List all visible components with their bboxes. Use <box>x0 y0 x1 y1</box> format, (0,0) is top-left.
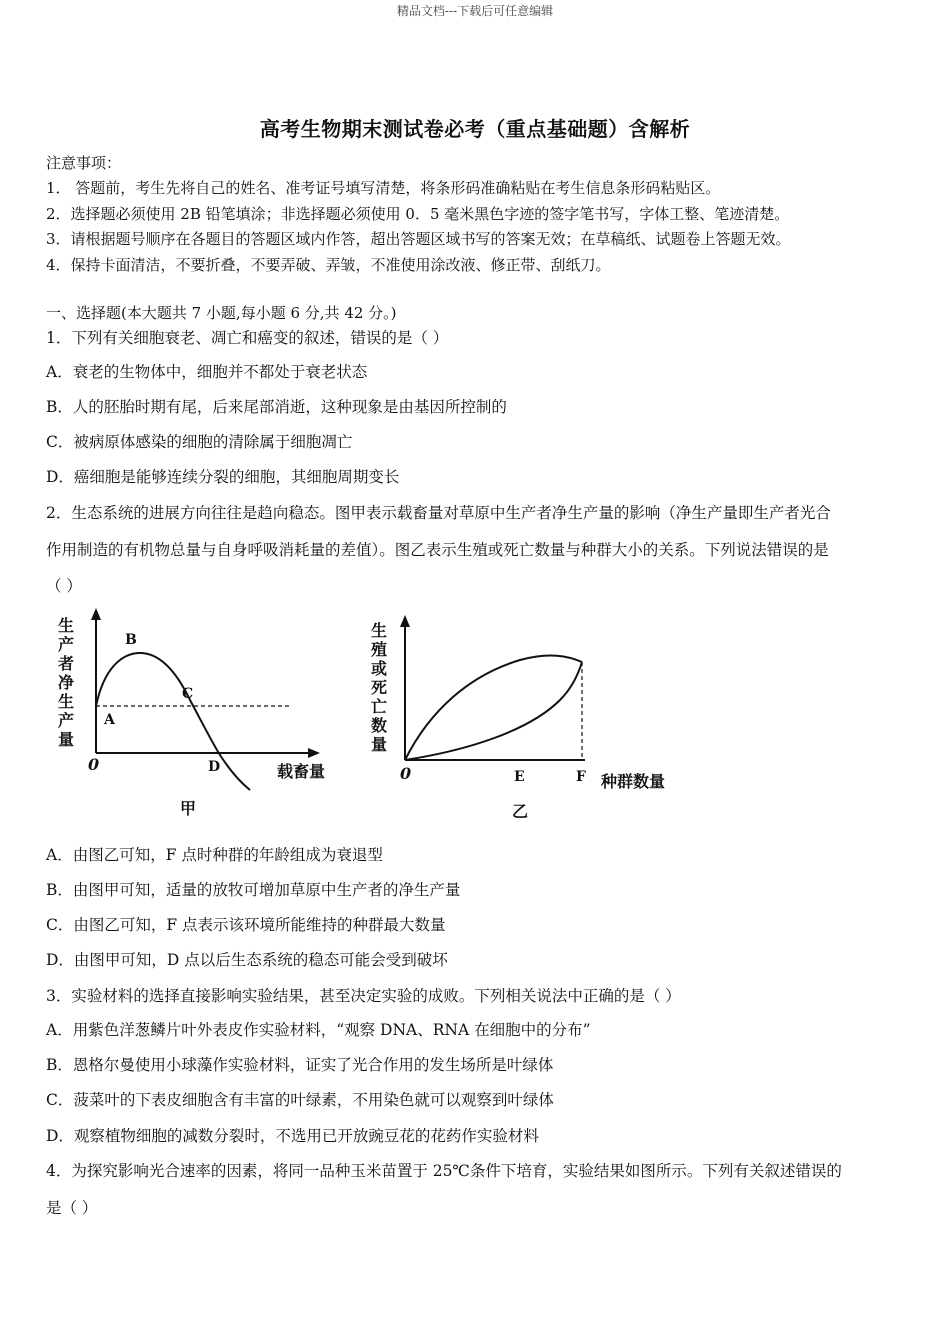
figure-a-point-c: C <box>182 686 194 702</box>
question-option: B．由图甲可知，适量的放牧可增加草原中生产者的净生产量 <box>46 881 461 899</box>
question-option: C．由图乙可知，F 点表示该环境所能维持的种群最大数量 <box>46 916 446 934</box>
question-2-figures <box>0 600 950 835</box>
figure-b-y-label <box>371 621 387 754</box>
axis-label-char: 亡 <box>370 697 388 716</box>
axis-label-char: 生 <box>370 621 388 640</box>
question-stem: 3．实验材料的选择直接影响实验结果，甚至决定实验的成败。下列相关说法中正确的是（ ） <box>46 987 681 1005</box>
axis-label-char: 数 <box>370 716 388 735</box>
figure-a-caption: 甲 <box>179 799 197 818</box>
question-option: A．由图乙可知，F 点时种群的年龄组成为衰退型 <box>46 846 383 864</box>
page-title: 高考生物期末测试卷必考（重点基础题）含解析 <box>259 117 691 141</box>
axis-label-char: 生 <box>57 692 75 711</box>
axis-label-char: 产 <box>57 635 75 654</box>
notice-item: 1． 答题前，考生先将自己的姓名、准考证号填写清楚，将条形码准确粘贴在考生信息条形码粘贴区。 <box>46 179 721 197</box>
question-option: B．恩格尔曼使用小球藻作实验材料，证实了光合作用的发生场所是叶绿体 <box>46 1056 554 1074</box>
figure-b-birth-curve <box>405 656 582 760</box>
axis-label-char: 生 <box>57 616 75 635</box>
figure-a-curve <box>96 653 250 790</box>
section-heading: 一、选择题(本大题共 7 小题,每小题 6 分,共 42 分。) <box>46 304 397 322</box>
figure-b-origin: 0 <box>400 764 412 783</box>
figure-b-caption: 乙 <box>511 802 529 821</box>
axis-label-char: 量 <box>57 730 75 749</box>
axis-label-char: 殖 <box>370 640 388 659</box>
question-option: C．菠菜叶的下表皮细胞含有丰富的叶绿素，不用染色就可以观察到叶绿体 <box>46 1091 554 1109</box>
question-stem: 作用制造的有机物总量与自身呼吸消耗量的差值）。图乙表示生殖或死亡数量与种群大小的关系。下列说法错误的是 <box>46 541 829 559</box>
figure-a <box>58 608 325 818</box>
figure-a-point-a: A <box>104 712 115 728</box>
axis-label-char: 净 <box>57 673 75 692</box>
question-option: D．观察植物细胞的减数分裂时，不选用已开放豌豆花的花药作实验材料 <box>46 1127 539 1145</box>
page-header: 精品文档---下载后可任意编辑 <box>396 4 554 18</box>
question-stem: 4．为探究影响光合速率的因素，将同一品种玉米苗置于 25℃条件下培育，实验结果如图所示。下列有关叙述错误的 <box>46 1162 842 1180</box>
figure-b <box>371 615 665 821</box>
axis-label-char: 量 <box>370 735 388 754</box>
figure-a-y-arrow <box>91 608 101 620</box>
figure-b-death-curve <box>405 662 582 760</box>
question-option: A．衰老的生物体中，细胞并不都处于衰老状态 <box>46 363 368 381</box>
question-option: C．被病原体感染的细胞的清除属于细胞凋亡 <box>46 433 353 451</box>
notice-heading: 注意事项： <box>46 154 122 172</box>
figure-b-point-e: E <box>514 769 525 785</box>
question-stem: 是（ ） <box>46 1199 98 1217</box>
figure-a-point-d: D <box>208 759 221 775</box>
axis-label-char: 者 <box>57 654 75 673</box>
axis-label-char: 产 <box>57 711 75 730</box>
question-option: D．由图甲可知，D 点以后生态系统的稳态可能会受到破坏 <box>46 951 448 969</box>
notice-item: 2．选择题必须使用 2B 铅笔填涂；非选择题必须使用 0．5 毫米黑色字迹的签字笔书写，字体工整、笔迹清楚。 <box>46 205 790 223</box>
axis-label-char: 或 <box>370 659 388 678</box>
axis-label-char: 死 <box>370 678 388 697</box>
question-option: D．癌细胞是能够连续分裂的细胞，其细胞周期变长 <box>46 468 400 486</box>
question-stem: 2．生态系统的进展方向往往是趋向稳态。图甲表示载畜量对草原中生产者净生产量的影响（净生产量即生产者光合 <box>46 504 831 522</box>
figure-a-origin: 0 <box>88 755 100 774</box>
figure-b-point-f: F <box>576 769 586 785</box>
figure-a-x-arrow <box>308 748 320 758</box>
figure-b-y-arrow <box>400 615 410 627</box>
figure-a-y-label <box>58 616 74 749</box>
question-stem: 1．下列有关细胞衰老、凋亡和癌变的叙述，错误的是（ ） <box>46 329 449 347</box>
notice-item: 4．保持卡面清洁，不要折叠，不要弄破、弄皱，不准使用涂改液、修正带、刮纸刀。 <box>46 256 611 274</box>
figure-a-point-b: B <box>125 632 137 648</box>
figure-b-x-label: 种群数量 <box>601 772 666 791</box>
question-option: A．用紫色洋葱鳞片叶外表皮作实验材料，“观察 DNA、RNA 在细胞中的分布” <box>46 1021 591 1039</box>
figure-a-x-label: 载畜量 <box>277 762 326 781</box>
question-option: B．人的胚胎时期有尾，后来尾部消逝，这种现象是由基因所控制的 <box>46 398 507 416</box>
question-stem: （ ） <box>46 577 82 595</box>
notice-item: 3．请根据题号顺序在各题目的答题区域内作答，超出答题区域书写的答案无效；在草稿纸、试题卷上答题无效。 <box>46 230 791 248</box>
